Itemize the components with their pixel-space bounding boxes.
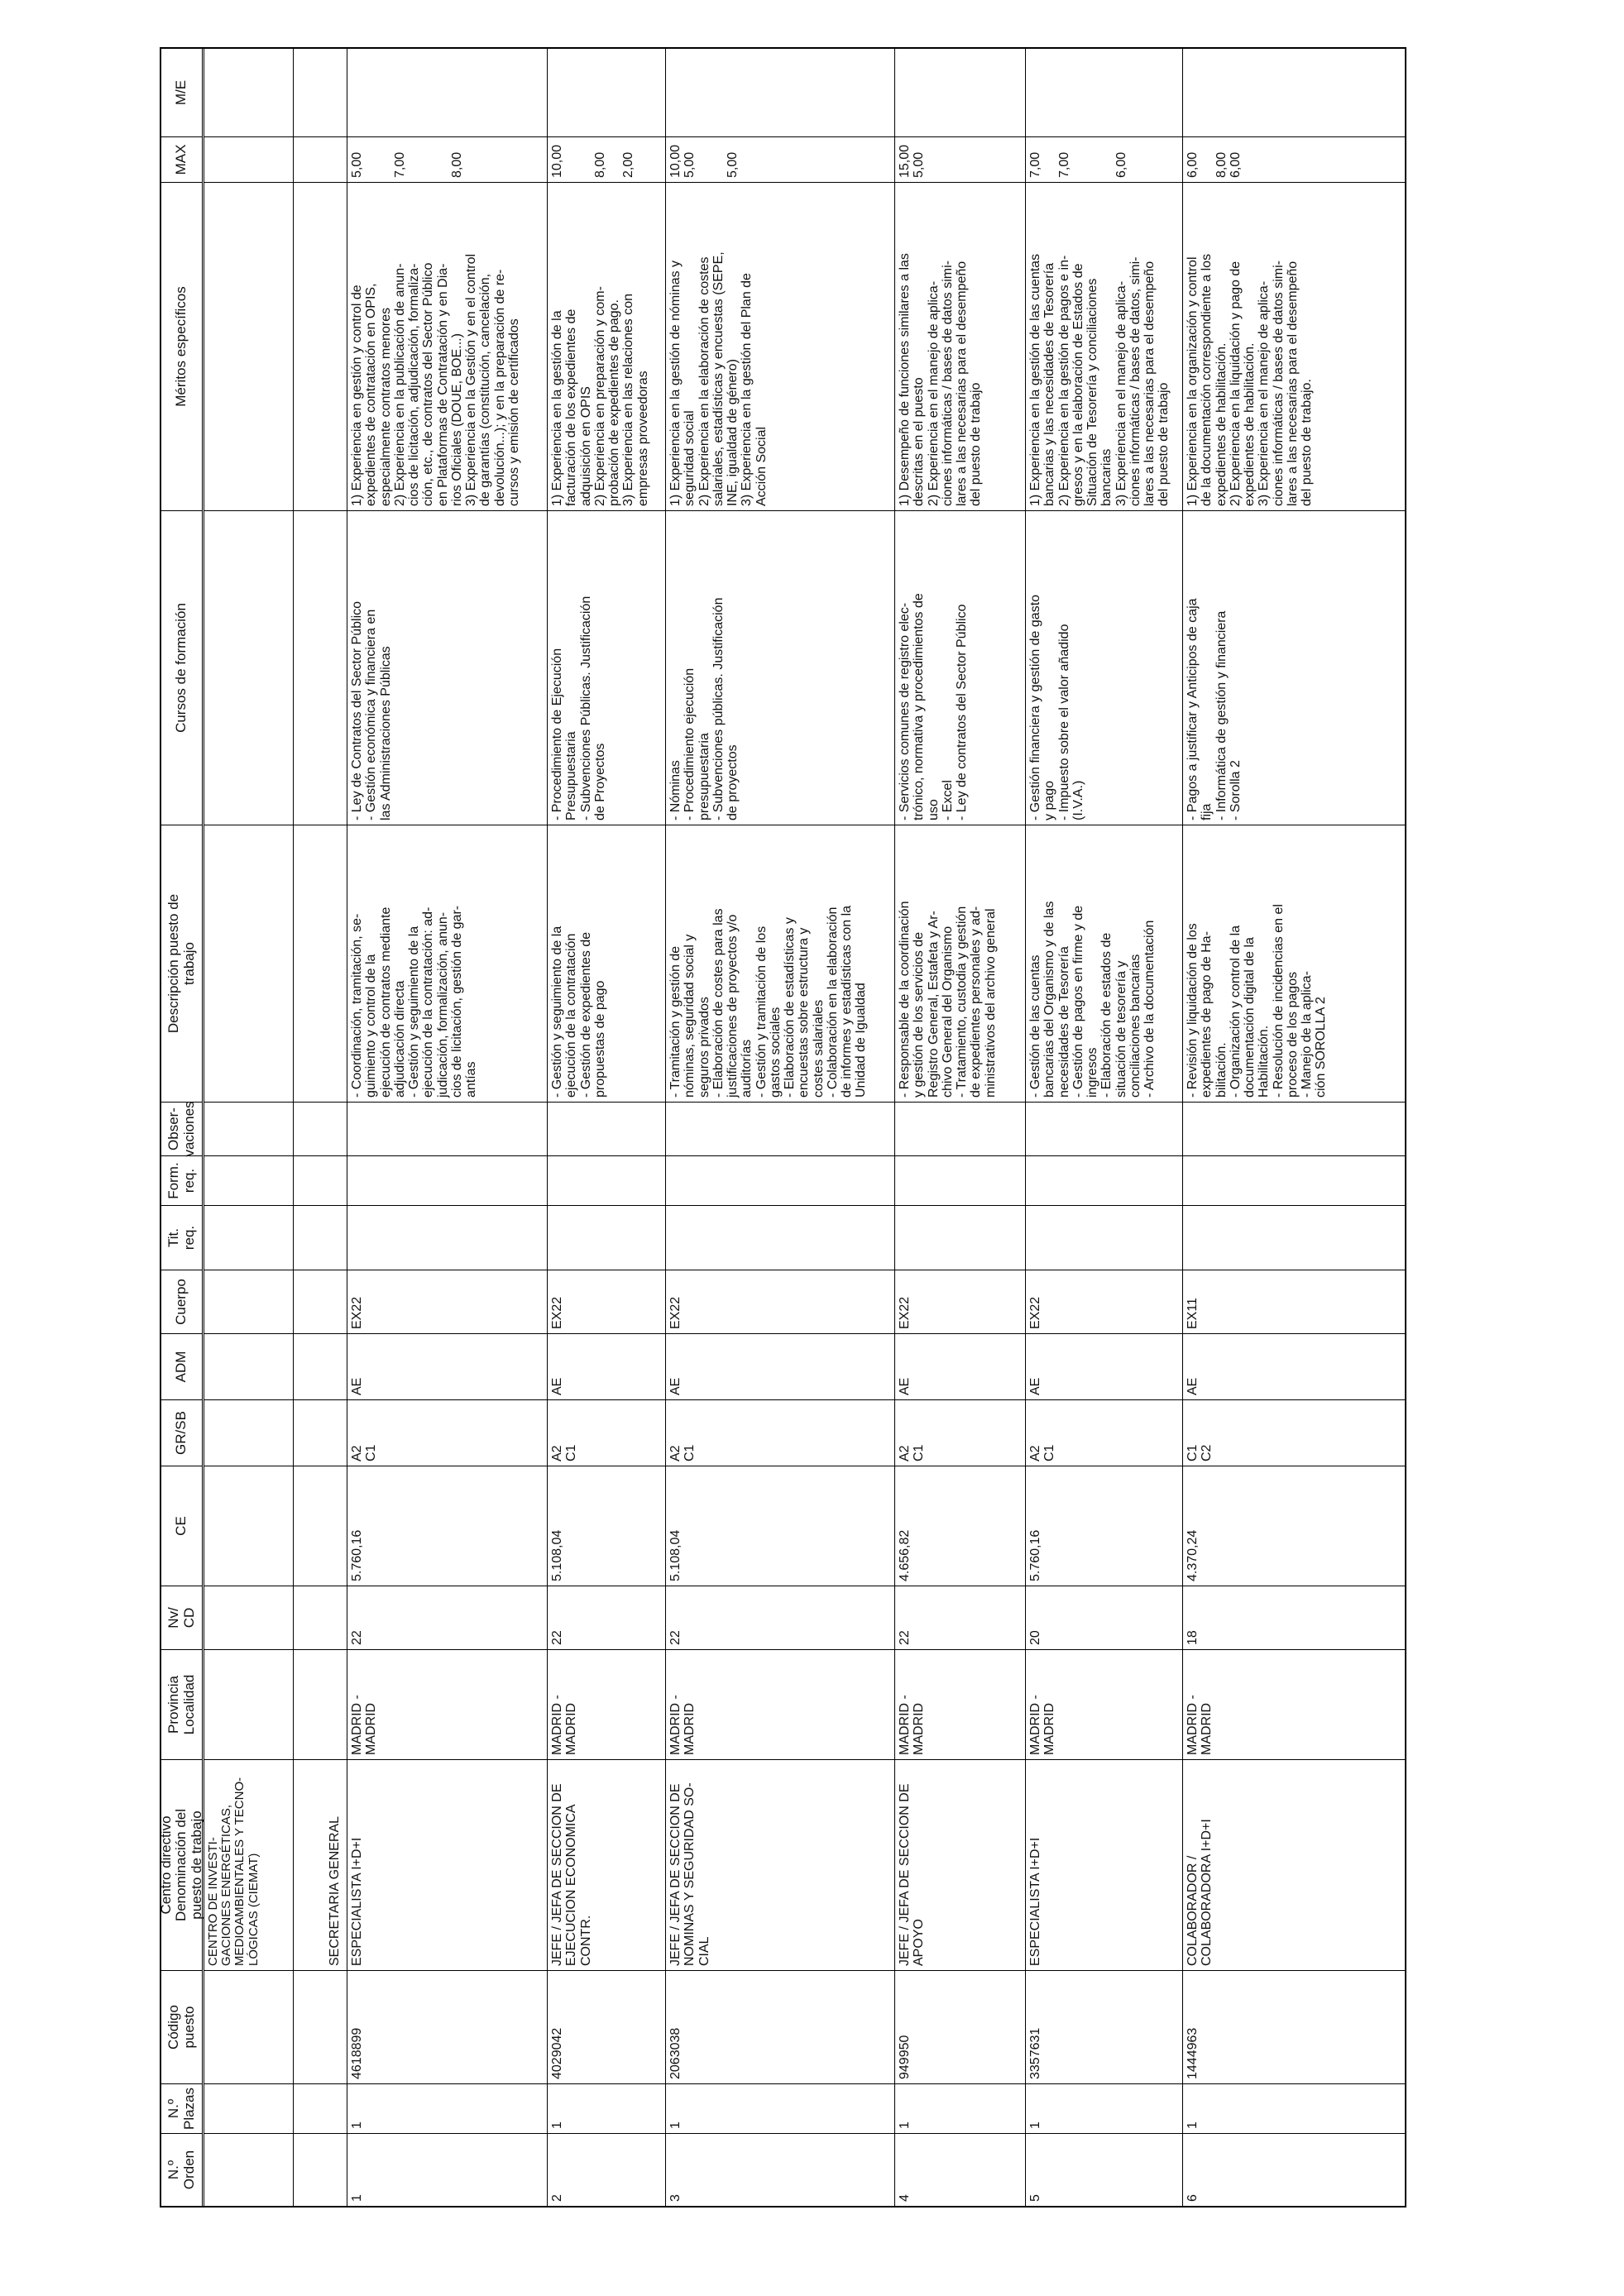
cell-orden: 5: [1026, 2133, 1182, 2206]
header-max: MAX: [161, 136, 202, 182]
cell-ce: 4.370,24: [1183, 1466, 1405, 1586]
cell-nivel: 22: [347, 1586, 547, 1649]
header-obs: Obser- vaciones: [161, 1102, 202, 1155]
cell-codigo: 4618899: [347, 1970, 547, 2083]
cell-descripcion: - Tramitación y gestión de nóminas, seguridad social y seguros privados - Elaboración de costes para las justificaciones de proyectos y/o auditorías - Gestión y tramitación de los gastos sociales - Elaboración de estadísticas y encuestas sobre estructura y costes salariales - Colaboración en la elaboración de informes y estadísticas con la Unidad de Igualdad: [666, 825, 894, 1102]
cell-cursos: - Servicios comunes de registro elec- trónico, normativa y procedimientos de uso - Excel - Ley de contratos del Sector Público: [895, 510, 1025, 825]
cell-meritos: 1) Experiencia en gestión y control de expedientes de contratación en OPIS, especialmente contratos menores 2) Experiencia en la publicación de anun- cios de licitación, adjudicación, formaliza- ción, etc., de contratos del Sector Público en Plataformas de Contratación y en Dia- rios Oficiales (DOUE, BOE...) 3) Experiencia en la Gestión y en el control de garantías (constitución, cancelación, devolución...); y en la preparación de re- cursos y emisión de certificados: [347, 182, 547, 510]
header-form: Form. req.: [161, 1155, 202, 1205]
cell-orden: 3: [666, 2133, 894, 2206]
table-row: [1026, 49, 1183, 2206]
header-plazas: N.º Plazas: [161, 2083, 202, 2133]
cell-meritos: 1) Desempeño de funciones similares a las descritas en el puesto 2) Experiencia en el manejo de aplica- ciones informáticas / bases de datos simi- lares a las necesarias para el desempeño del puesto de trabajo: [895, 182, 1025, 510]
cell-nivel: 18: [1183, 1586, 1405, 1649]
cell-form: [895, 1155, 1025, 1205]
cell-denominacion: JEFE / JEFA DE SECCION DE EJECUCION ECONOMICA CONTR.: [548, 1759, 665, 1970]
cell-denominacion: ESPECIALISTA I+D+I: [347, 1759, 547, 1970]
cell-orden: 6: [1183, 2133, 1405, 2206]
header-descripcion: Descripción puesto de trabajo: [161, 825, 202, 1102]
cell-denominacion: JEFE / JEFA DE SECCION DE APOYO: [895, 1759, 1025, 1970]
cell-obs: [1026, 1102, 1182, 1155]
group-row-secretaria: [294, 49, 347, 2206]
cell-obs: [548, 1102, 665, 1155]
header-meritos: Méritos específicos: [161, 182, 202, 510]
cell-tit: [1026, 1205, 1182, 1270]
header-me: M/E: [173, 79, 189, 106]
cell-descripcion: - Gestión de las cuentas bancarias del Organismo y de las necesidades de Tesorería - Gestión de pagos en firme y de ingresos - Elaboración de estados de situación de tesorería y conciliaciones bancarias - Archivo de la documentación: [1026, 825, 1182, 1102]
cell-me: [347, 49, 547, 136]
cell-adm: AE: [548, 1333, 665, 1399]
cell-cuerpo: EX22: [895, 1270, 1025, 1333]
cell-obs: [347, 1102, 547, 1155]
cell-tit: [666, 1205, 894, 1270]
header-orden: N.º Orden: [161, 2133, 202, 2206]
cell-meritos: 1) Experiencia en la gestión de la facturación de los expedientes de adquisición en OPIS 2) Experiencia en preparación y com- probación de expedientes de pago. 3) Experiencia en las relaciones con empresas proveedoras: [548, 182, 665, 510]
cell-adm: AE: [347, 1333, 547, 1399]
cell-descripcion: - Responsable de la coordinación y gestión de los servicios de Registro General, Estafeta y Ar- chivo General del Organismo - Tratamiento, custodia y gestión de expedientes personales y ad- ministrativos del archivo general: [895, 825, 1025, 1102]
cell-max: 5,00 7,00 8,00: [347, 136, 547, 182]
cell-me: [666, 49, 894, 136]
cell-nivel: 22: [666, 1586, 894, 1649]
cell-meritos: 1) Experiencia en la organización y control de la documentación correspondiente a los expedientes de habilitación. 2) Experiencia en la liquidación y pago de expedientes de habilitación. 3) Experiencia en el manejo de aplica- ciones informáticas / bases de datos simi- lares a las necesarias para el desempeño del puesto de trabajo.: [1183, 182, 1405, 510]
cell-orden: 1: [347, 2133, 547, 2206]
table-row: [666, 49, 895, 2206]
cell-ce: 5.108,04: [548, 1466, 665, 1586]
header-nivel: Nv/ CD: [161, 1586, 202, 1649]
cell-obs: [1183, 1102, 1405, 1155]
cell-plazas: 1: [347, 2083, 547, 2133]
cell-plazas: 1: [1026, 2083, 1182, 2133]
cell-form: [1026, 1155, 1182, 1205]
cell-provincia: MADRID - MADRID: [895, 1649, 1025, 1759]
cell-provincia: MADRID - MADRID: [548, 1649, 665, 1759]
cell-descripcion: - Gestión y seguimiento de la ejecución de la contratación - Gestión de expedientes de propuestas de pago: [548, 825, 665, 1102]
cell-form: [1183, 1155, 1405, 1205]
table-row: [895, 49, 1026, 2206]
cell-me: [895, 49, 1025, 136]
cell-provincia: MADRID - MADRID: [347, 1649, 547, 1759]
cell-grsb: A2 C1: [548, 1399, 665, 1466]
table-row: [548, 49, 666, 2206]
cell-cursos: - Nóminas - Procedimiento ejecución presupuestaria - Subvenciones públicas. Justificación de proyectos: [666, 510, 894, 825]
cell-grsb: A2 C1: [895, 1399, 1025, 1466]
cell-codigo: 2063038: [666, 1970, 894, 2083]
cell-max: 6,00 8,00 6,00: [1183, 136, 1405, 182]
cell-ce: 5.760,16: [347, 1466, 547, 1586]
cell-codigo: 1444963: [1183, 1970, 1405, 2083]
cell-meritos: 1) Experiencia en la gestión de nóminas y seguridad social 2) Experiencia en la elaboración de costes salariales, estadísticas y encuestas (SEPE, INE, igualdad de género) 3) Experiencia en la gestión del Plan de Acción Social: [666, 182, 894, 510]
cell-provincia: MADRID - MADRID: [1183, 1649, 1405, 1759]
cell-cuerpo: EX22: [548, 1270, 665, 1333]
cell-cuerpo: EX22: [666, 1270, 894, 1333]
cell-max: 10,00 5,00 5,00: [666, 136, 894, 182]
cell-plazas: 1: [1183, 2083, 1405, 2133]
cell-grsb: A2 C1: [1026, 1399, 1182, 1466]
group-row-centro: [204, 49, 294, 2206]
header-codigo: Código puesto: [161, 1970, 202, 2083]
group-secretaria-label: SECRETARIA GENERAL: [294, 1759, 347, 1970]
header-provincia: Provincia Localidad: [161, 1649, 202, 1759]
cell-plazas: 1: [548, 2083, 665, 2133]
cell-form: [347, 1155, 547, 1205]
table-header: [157, 49, 204, 2206]
cell-max: 15,00 5,00: [895, 136, 1025, 182]
cell-denominacion: COLABORADOR / COLABORADORA I+D+I: [1183, 1759, 1405, 1970]
cell-ce: 5.760,16: [1026, 1466, 1182, 1586]
cell-cuerpo: EX11: [1183, 1270, 1405, 1333]
cell-codigo: 949950: [895, 1970, 1025, 2083]
cell-obs: [666, 1102, 894, 1155]
cell-tit: [548, 1205, 665, 1270]
cell-codigo: 4029042: [548, 1970, 665, 2083]
cell-cursos: - Procedimiento de Ejecución Presupuestaria - Subvenciones Públicas. Justificación de Proyectos: [548, 510, 665, 825]
cell-adm: AE: [895, 1333, 1025, 1399]
cell-cuerpo: EX22: [347, 1270, 547, 1333]
cell-obs: [895, 1102, 1025, 1155]
header-centro: Centro directivo Denominación del puesto de trabajo: [161, 1759, 202, 1970]
cell-cuerpo: EX22: [1026, 1270, 1182, 1333]
cell-tit: [347, 1205, 547, 1270]
cell-denominacion: ESPECIALISTA I+D+I: [1026, 1759, 1182, 1970]
cell-tit: [1183, 1205, 1405, 1270]
positions-table: [157, 47, 1406, 2208]
cell-adm: AE: [1183, 1333, 1405, 1399]
cell-me: [548, 49, 665, 136]
table-row: [347, 49, 548, 2206]
cell-nivel: 22: [895, 1586, 1025, 1649]
header-tit: Tit. req.: [161, 1205, 202, 1270]
cell-grsb: A2 C1: [347, 1399, 547, 1466]
group-centro-label: CENTRO DE INVESTI- GACIONES ENERGÉTICAS, MEDIOAMBIENTALES Y TECNO- LÓGICAS (CIEMAT): [204, 1759, 293, 1970]
cell-cursos: - Pagos a justificar y Anticipos de caja fija - Informática de gestión y financiera - Sorolla 2: [1183, 510, 1405, 825]
cell-orden: 2: [548, 2133, 665, 2206]
header-cursos: Cursos de formación: [161, 510, 202, 825]
cell-provincia: MADRID - MADRID: [1026, 1649, 1182, 1759]
cell-me: [1026, 49, 1182, 136]
cell-provincia: MADRID - MADRID: [666, 1649, 894, 1759]
cell-plazas: 1: [666, 2083, 894, 2133]
cell-grsb: C1 C2: [1183, 1399, 1405, 1466]
cell-max: 7,00 7,00 6,00: [1026, 136, 1182, 182]
cell-descripcion: - Revisión y liquidación de los expedientes de pago de Ha- bilitación. - Organización y control de la documentación digital de la Habilitación. - Resolución de incidencias en el proceso de los pagos - Manejo de la aplica- ción SOROLLA 2: [1183, 825, 1405, 1102]
cell-form: [666, 1155, 894, 1205]
cell-meritos: 1) Experiencia en la gestión de las cuentas bancarias y las necesidades de Tesorería 2) Experiencia en la gestión de pagos e in- gresos y en la elaboración de Estados de Situación de Tesorería y conciliaciones bancarias 3) Experiencia en el manejo de aplica- ciones informáticas / bases de datos, simi- lares a las necesarias para el desempeño del puesto de trabajo: [1026, 182, 1182, 510]
header-grsb: GR/SB: [161, 1399, 202, 1466]
cell-cursos: - Gestión financiera y gestión de gasto y pago - Impuesto sobre el valor añadido (I.V.A.): [1026, 510, 1182, 825]
header-cuerpo: Cuerpo: [161, 1270, 202, 1333]
cell-descripcion: - Coordinación, tramitación, se- guimiento y control de la ejecución de contratos mediante adjudicación directa - Gestión y seguimiento de la ejecución de la contratación: ad- judicación, formalización, anun- cios de licitación, gestión de gar- antías: [347, 825, 547, 1102]
cell-max: 10,00 8,00 2,00: [548, 136, 665, 182]
cell-ce: 4.656,82: [895, 1466, 1025, 1586]
cell-codigo: 3357631: [1026, 1970, 1182, 2083]
cell-nivel: 22: [548, 1586, 665, 1649]
cell-cursos: - Ley de Contratos del Sector Público - Gestión económica y financiera en las Administraciones Públicas: [347, 510, 547, 825]
cell-tit: [895, 1205, 1025, 1270]
header-adm: ADM: [161, 1333, 202, 1399]
cell-adm: AE: [666, 1333, 894, 1399]
header-ce: CE: [161, 1466, 202, 1586]
cell-plazas: 1: [895, 2083, 1025, 2133]
cell-nivel: 20: [1026, 1586, 1182, 1649]
table-row: [1183, 49, 1405, 2206]
cell-grsb: A2 C1: [666, 1399, 894, 1466]
cell-denominacion: JEFE / JEFA DE SECCION DE NOMINAS Y SEGURIDAD SO- CIAL: [666, 1759, 894, 1970]
cell-form: [548, 1155, 665, 1205]
cell-me: [1183, 49, 1405, 136]
cell-adm: AE: [1026, 1333, 1182, 1399]
cell-orden: 4: [895, 2133, 1025, 2206]
cell-ce: 5.108,04: [666, 1466, 894, 1586]
